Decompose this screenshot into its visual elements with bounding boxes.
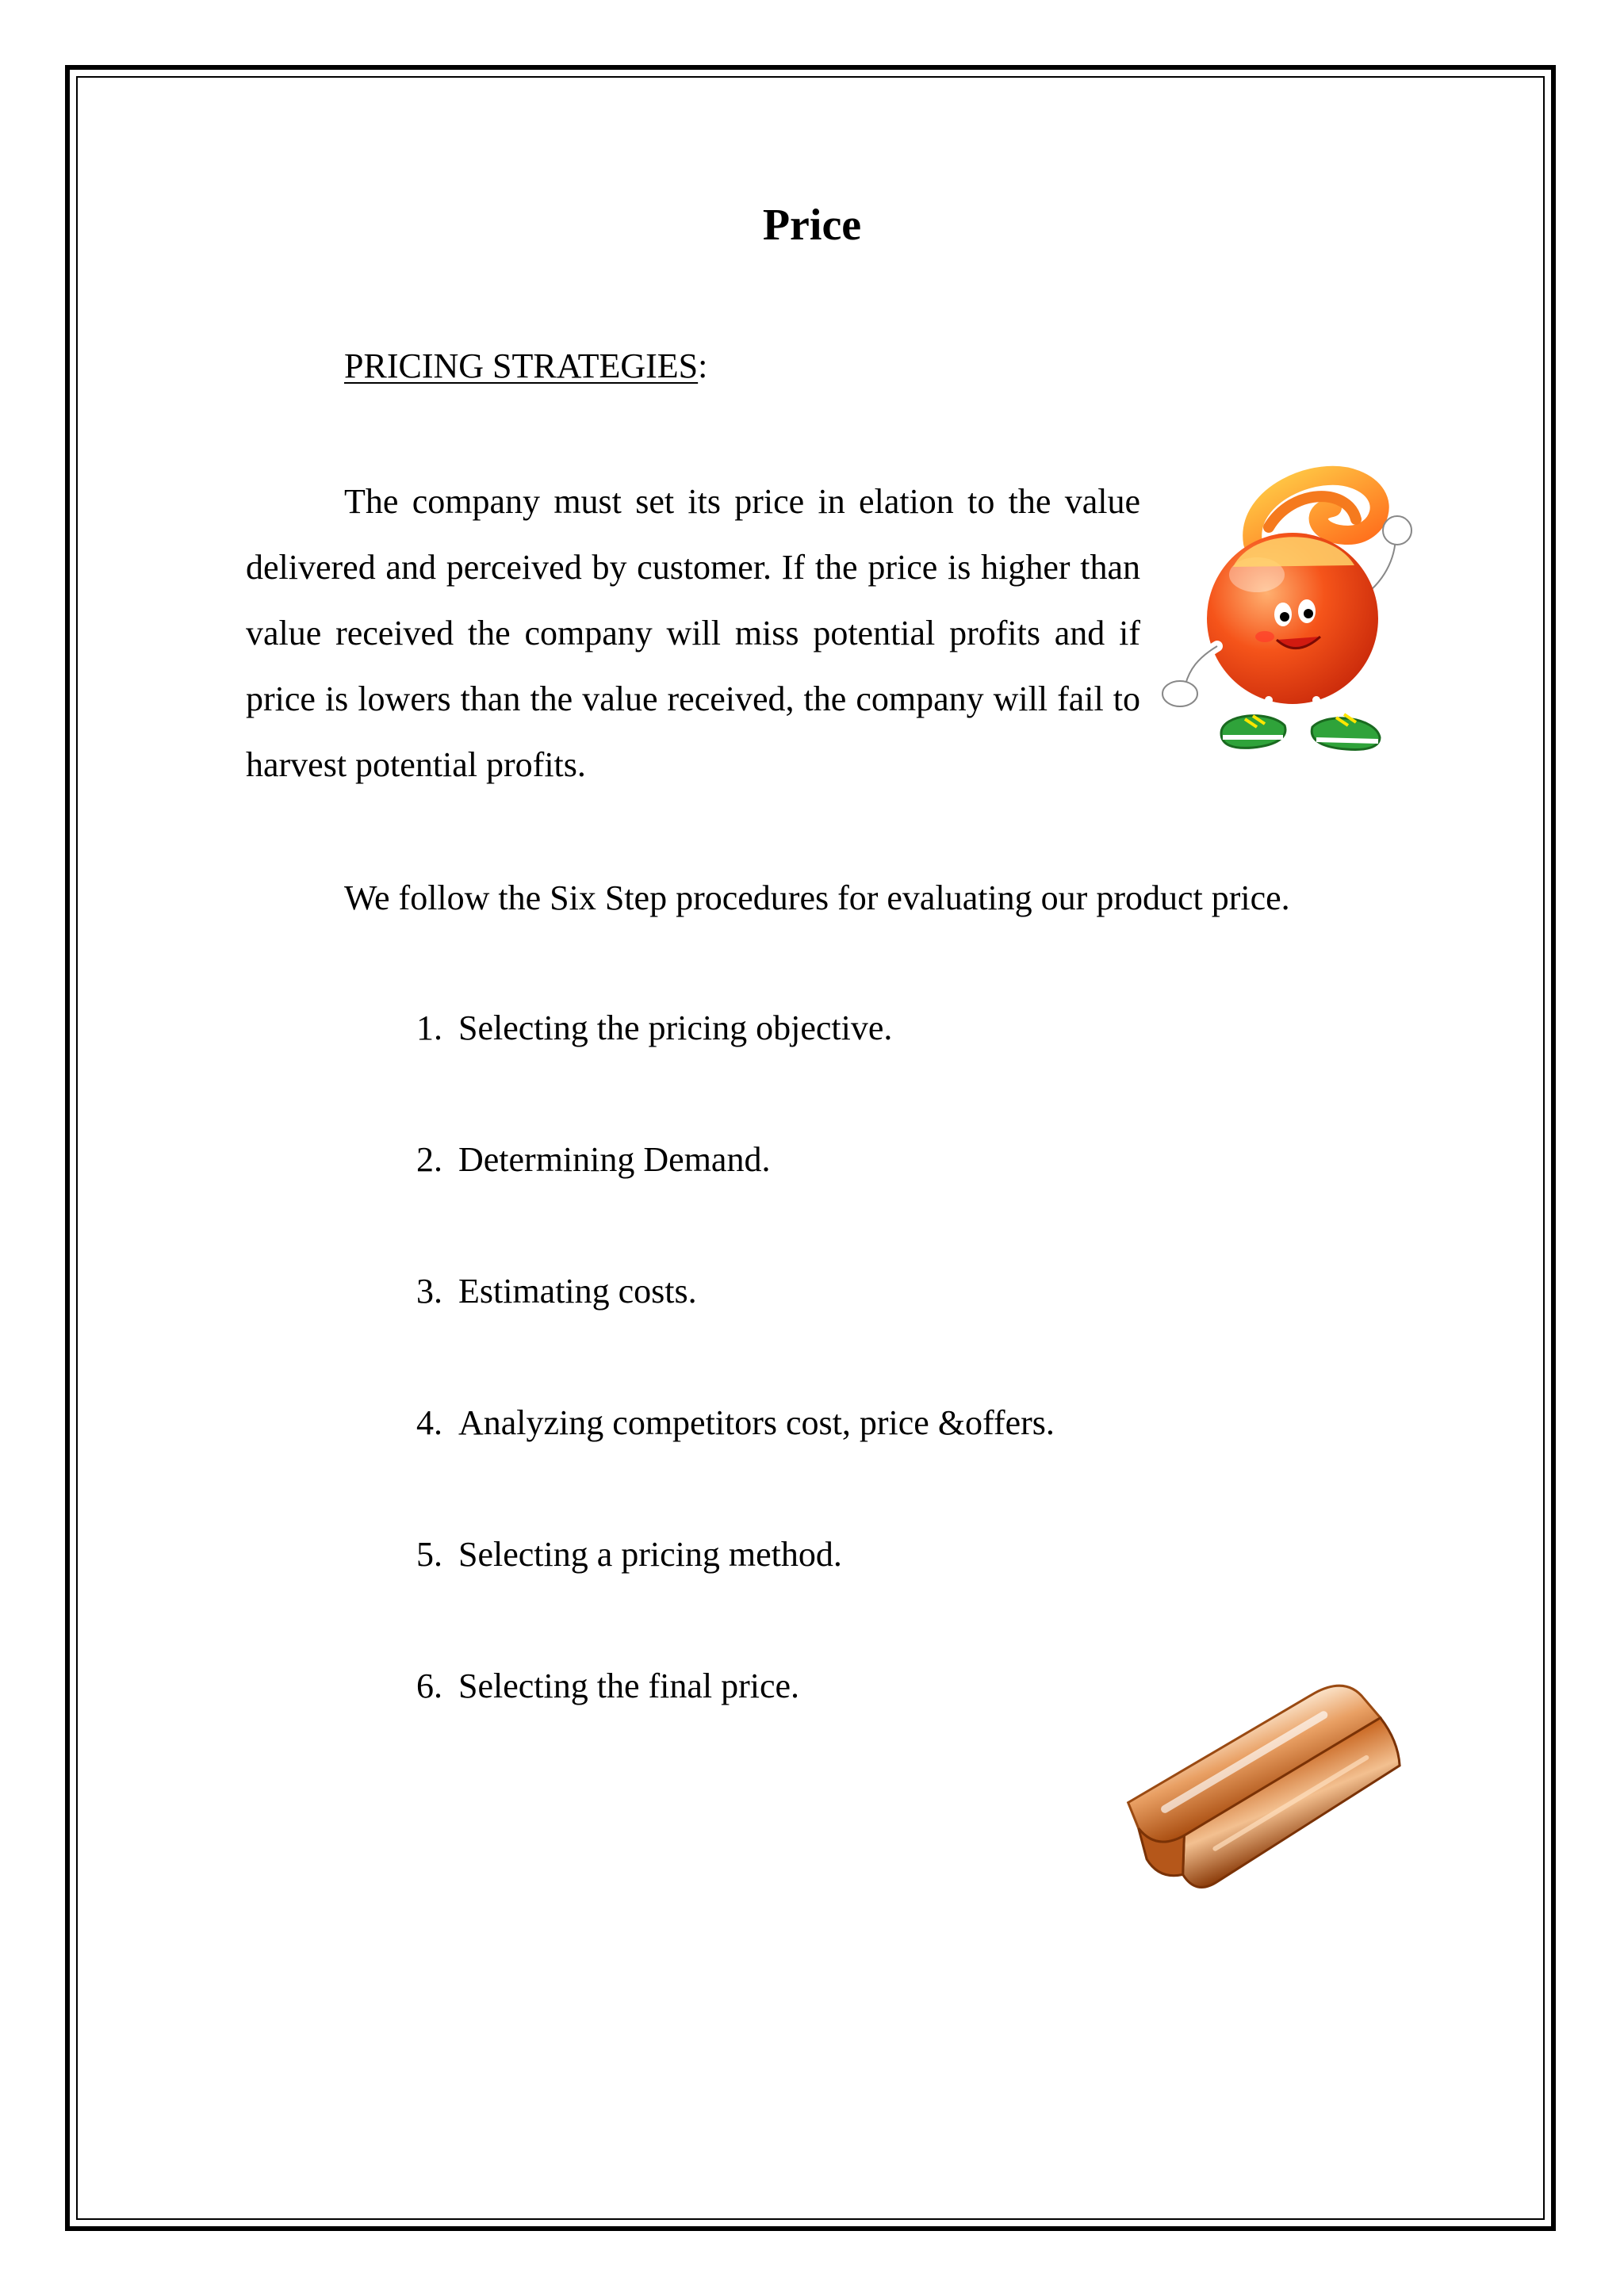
section-heading-text: PRICING STRATEGIES [344, 346, 699, 385]
step-text: Analyzing competitors cost, price &offers. [458, 1403, 1055, 1442]
list-item [385, 1390, 1055, 1521]
section-heading-colon: : [698, 346, 708, 385]
intro-paragraph: The company must set its price in elation to the value delivered and perceived by customer. If the price is higher than value received the company will miss potential profits and if price is lowers than the value received, the company will fail to harvest potential profits. [246, 482, 1140, 784]
step-text: Selecting the pricing objective. [458, 1008, 893, 1047]
step-number: 3. [416, 1272, 442, 1311]
orange-mascot-icon [1158, 432, 1427, 773]
step-text: Selecting a pricing method. [458, 1535, 842, 1574]
list-item [385, 995, 1055, 1127]
step-number: 6. [416, 1667, 442, 1705]
step-number: 2. [416, 1140, 442, 1179]
page-title: Price [762, 201, 862, 250]
list-item [385, 1653, 1055, 1785]
step-number: 1. [416, 1008, 442, 1047]
list-item [385, 1521, 1055, 1653]
step-text: Estimating costs. [458, 1272, 697, 1311]
step-number: 5. [416, 1535, 442, 1574]
step-text: Determining Demand. [458, 1140, 771, 1179]
six-step-intro-paragraph: We follow the Six Step procedures for evaluating our product price. [344, 878, 1290, 917]
caramel-candy-icon [1078, 1633, 1435, 1911]
step-text: Selecting the final price. [458, 1667, 800, 1705]
list-item [385, 1258, 1055, 1390]
list-item [385, 1127, 1055, 1258]
pricing-steps-list [385, 995, 1055, 1785]
section-heading [344, 342, 707, 390]
step-number: 4. [416, 1403, 442, 1442]
